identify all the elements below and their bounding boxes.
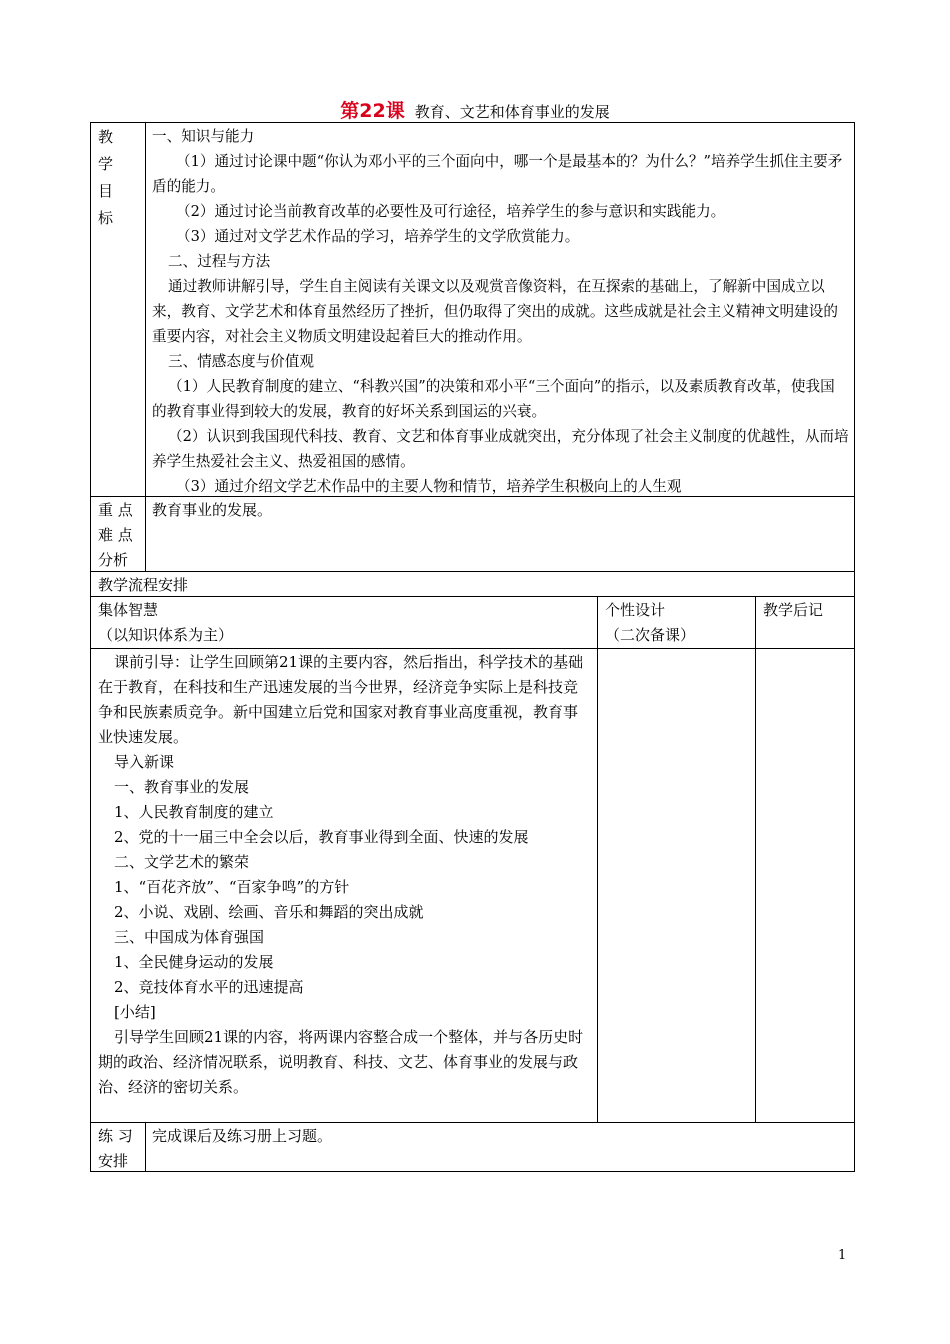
- flow-line: 2、竞技体育水平的迅速提高: [114, 978, 304, 996]
- flow-line: 二、文学艺术的繁荣: [114, 853, 250, 871]
- objective-heading: 二、过程与方法: [168, 253, 271, 270]
- key-points-text: 教育事业的发展。: [152, 501, 273, 519]
- objective-item: （1）人民教育制度的建立、“科教兴国”的决策和邓小平“三个面向”的指示，以及素质教育改革，使我国的教育事业得到较大的发展，教育的好坏关系到国运的兴衰。: [152, 378, 835, 420]
- page-title: [0, 100, 950, 123]
- flow-line: 2、小说、戏剧、绘画、音乐和舞蹈的突出成就: [114, 903, 424, 921]
- flow-line: 1、“百花齐放”、“百家争鸣”的方针: [114, 878, 350, 896]
- flow-paragraph: 课前引导：让学生回顾第21课的主要内容，然后指出，科学技术的基础在于教育，在科技和生产迅速发展的当今世界，经济竞争实际上是科技竞争和民族素质竞争。新中国建立后党和国家对教育事业高度重视，教育事业快速发展。: [98, 653, 584, 746]
- objective-item: （3）通过对文学艺术作品的学习，培养学生的文学欣赏能力。: [176, 228, 580, 245]
- lesson-name: 教育、文艺和体育事业的发展: [414, 103, 610, 121]
- flow-line: 导入新课: [114, 753, 175, 771]
- objectives-content: [152, 124, 849, 499]
- objective-item: 通过教师讲解引导，学生自主阅读有关课文以及观赏音像资料，在互探索的基础上，了解新中国成立以来，教育、文学艺术和体育虽然经历了挫折，但仍取得了突出的成就。这些成就是社会主义精神文明建设的重要内容，对社会主义物质文明建设起着巨大的推动作用。: [152, 278, 838, 345]
- row-divider: [90, 648, 855, 649]
- page-number: 1: [838, 1248, 847, 1263]
- row-divider: [90, 571, 855, 572]
- practice-label: 练 习 安排: [98, 1127, 133, 1170]
- col-divider: [145, 122, 146, 572]
- lesson-number: 第22课: [340, 100, 405, 122]
- col-divider: [755, 596, 756, 1122]
- objective-item: （2）认识到我国现代科技、教育、文艺和体育事业成就突出，充分体现了社会主义制度的优越性，从而培养学生热爱社会主义、热爱祖国的感情。: [152, 428, 849, 470]
- col-personal-header: 个性设计 （二次备课）: [605, 601, 696, 644]
- flow-line: 1、人民教育制度的建立: [114, 803, 274, 821]
- key-points-label: 重 点 难 点 分析: [98, 501, 133, 569]
- flow-content: [98, 650, 590, 1100]
- flow-header: 教学流程安排: [98, 576, 189, 594]
- flow-line: 1、全民健身运动的发展: [114, 953, 274, 971]
- objective-item: （3）通过介绍文学艺术作品中的主要人物和情节，培养学生积极向上的人生观: [176, 478, 682, 495]
- col-notes-header: 教学后记: [763, 601, 824, 619]
- practice-text: 完成课后及练习册上习题。: [152, 1127, 333, 1145]
- flow-line: 三、中国成为体育强国: [114, 928, 265, 946]
- col-collective-header: 集体智慧 （以知识体系为主）: [98, 601, 234, 644]
- col-divider: [145, 1122, 146, 1172]
- col-divider: [597, 596, 598, 1122]
- flow-line: [小结]: [114, 1003, 156, 1021]
- row-divider: [90, 1122, 855, 1123]
- flow-paragraph: 引导学生回顾21课的内容，将两课内容整合成一个整体，并与各历史时期的政治、经济情况联系，说明教育、科技、文艺、体育事业的发展与政治、经济的密切关系。: [98, 1028, 584, 1096]
- objectives-label: 教 学 目 标: [98, 128, 114, 227]
- flow-line: 2、党的十一届三中全会以后，教育事业得到全面、快速的发展: [114, 828, 529, 846]
- objective-item: （1）通过讨论课中题“你认为邓小平的三个面向中，哪一个是最基本的？为什么？”培养学生抓住主要矛盾的能力。: [152, 153, 843, 195]
- objective-item: （2）通过讨论当前教育改革的必要性及可行途径，培养学生的参与意识和实践能力。: [176, 203, 726, 220]
- objective-heading: 三、情感态度与价值观: [168, 353, 314, 370]
- objective-heading: 一、知识与能力: [152, 128, 255, 145]
- flow-line: 一、教育事业的发展: [114, 778, 250, 796]
